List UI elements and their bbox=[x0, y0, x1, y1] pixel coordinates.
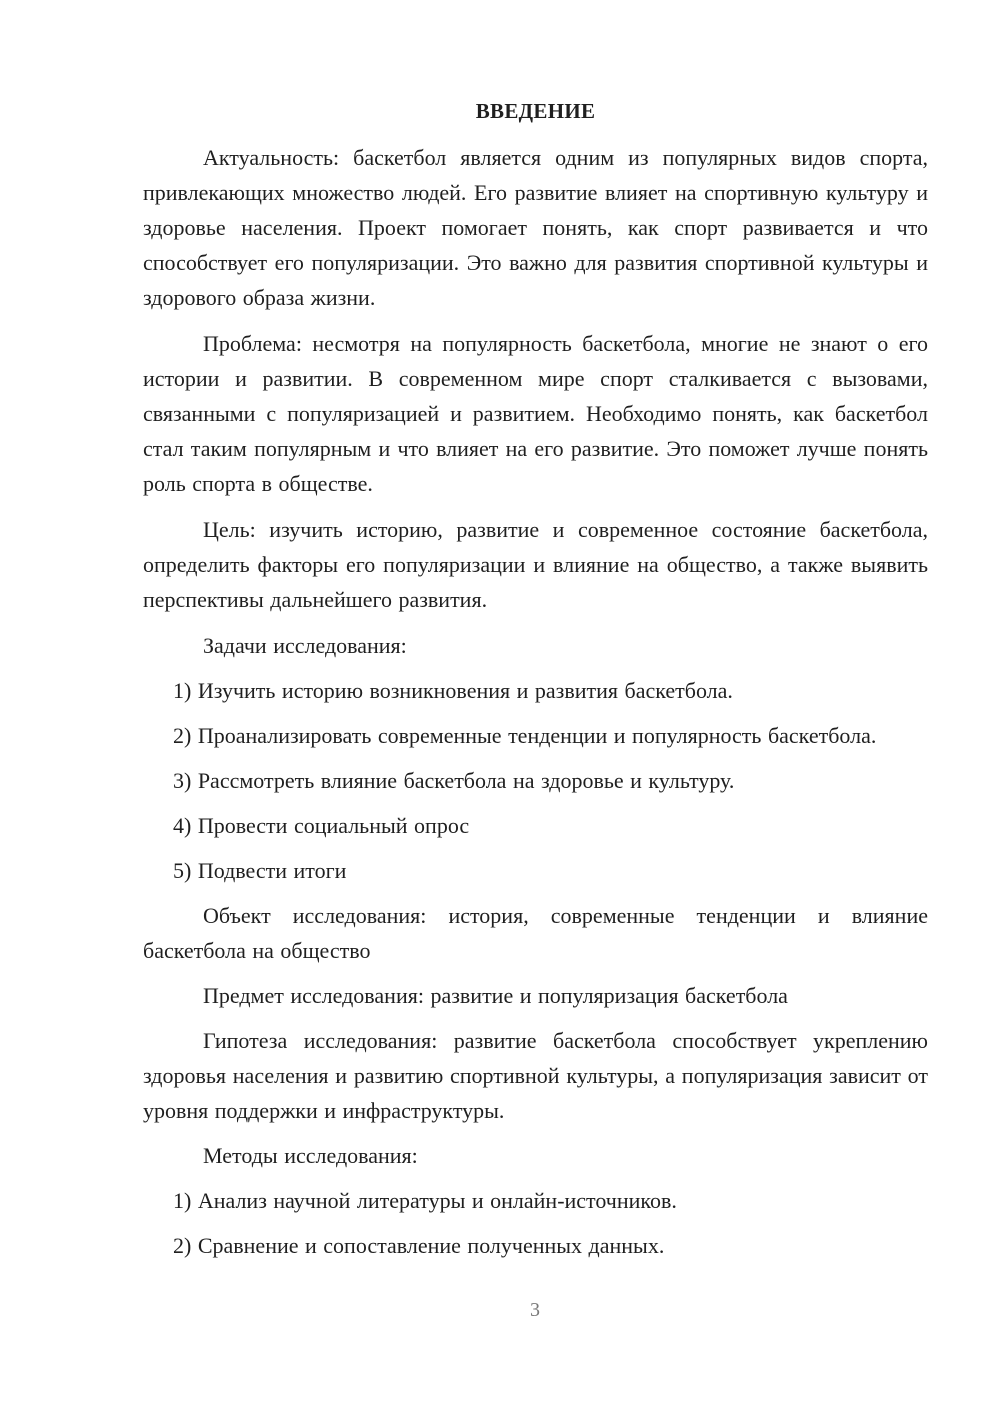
goal-paragraph: Цель: изучить историю, развитие и современное состояние баскетбола, определить факторы его популяризации и влияние на общество, а также выявить перспективы дальнейшего развития. bbox=[143, 517, 928, 612]
task-item-1: 1) Изучить историю возникновения и развития баскетбола. bbox=[173, 678, 733, 703]
method-item-2: 2) Сравнение и сопоставление полученных данных. bbox=[173, 1233, 665, 1258]
methods-heading: Методы исследования: bbox=[203, 1143, 418, 1168]
tasks-heading: Задачи исследования: bbox=[203, 633, 407, 658]
relevance-paragraph: Актуальность: баскетбол является одним из популярных видов спорта, привлекающих множество людей. Его развитие влияет на спортивную культуру и здоровье населения. Проект помогает понять, как спорт развивается и что способствует его популяризации. Это важно для развития спортивной культуры и здорового образа жизни. bbox=[143, 145, 928, 310]
page-number: 3 bbox=[530, 1299, 540, 1321]
method-item-1: 1) Анализ научной литературы и онлайн-источников. bbox=[173, 1188, 677, 1213]
task-item-3: 3) Рассмотреть влияние баскетбола на здоровье и культуру. bbox=[173, 768, 735, 793]
task-item-4: 4) Провести социальный опрос bbox=[173, 813, 470, 838]
problem-paragraph: Проблема: несмотря на популярность баскетбола, многие не знают о его истории и развитии. В современном мире спорт сталкивается с вызовами, связанными с популяризацией и развитием. Необходимо понять, как баскетбол стал таким популярным и что влияет на его развитие. Это поможет лучше понять роль спорта в обществе. bbox=[143, 331, 928, 496]
section-title: ВВЕДЕНИЕ bbox=[475, 99, 596, 123]
task-item-2: 2) Проанализировать современные тенденции и популярность баскетбола. bbox=[173, 723, 877, 748]
page-content bbox=[143, 96, 928, 1263]
task-item-5: 5) Подвести итоги bbox=[173, 858, 347, 883]
hypothesis-paragraph: Гипотеза исследования: развитие баскетбола способствует укреплению здоровья населения и развитию спортивной культуры, а популяризация зависит от уровня поддержки и инфраструктуры. bbox=[143, 1028, 928, 1123]
object-paragraph: Объект исследования: история, современные тенденции и влияние баскетбола на общество bbox=[143, 903, 928, 963]
subject-paragraph: Предмет исследования: развитие и популяризация баскетбола bbox=[203, 983, 788, 1008]
